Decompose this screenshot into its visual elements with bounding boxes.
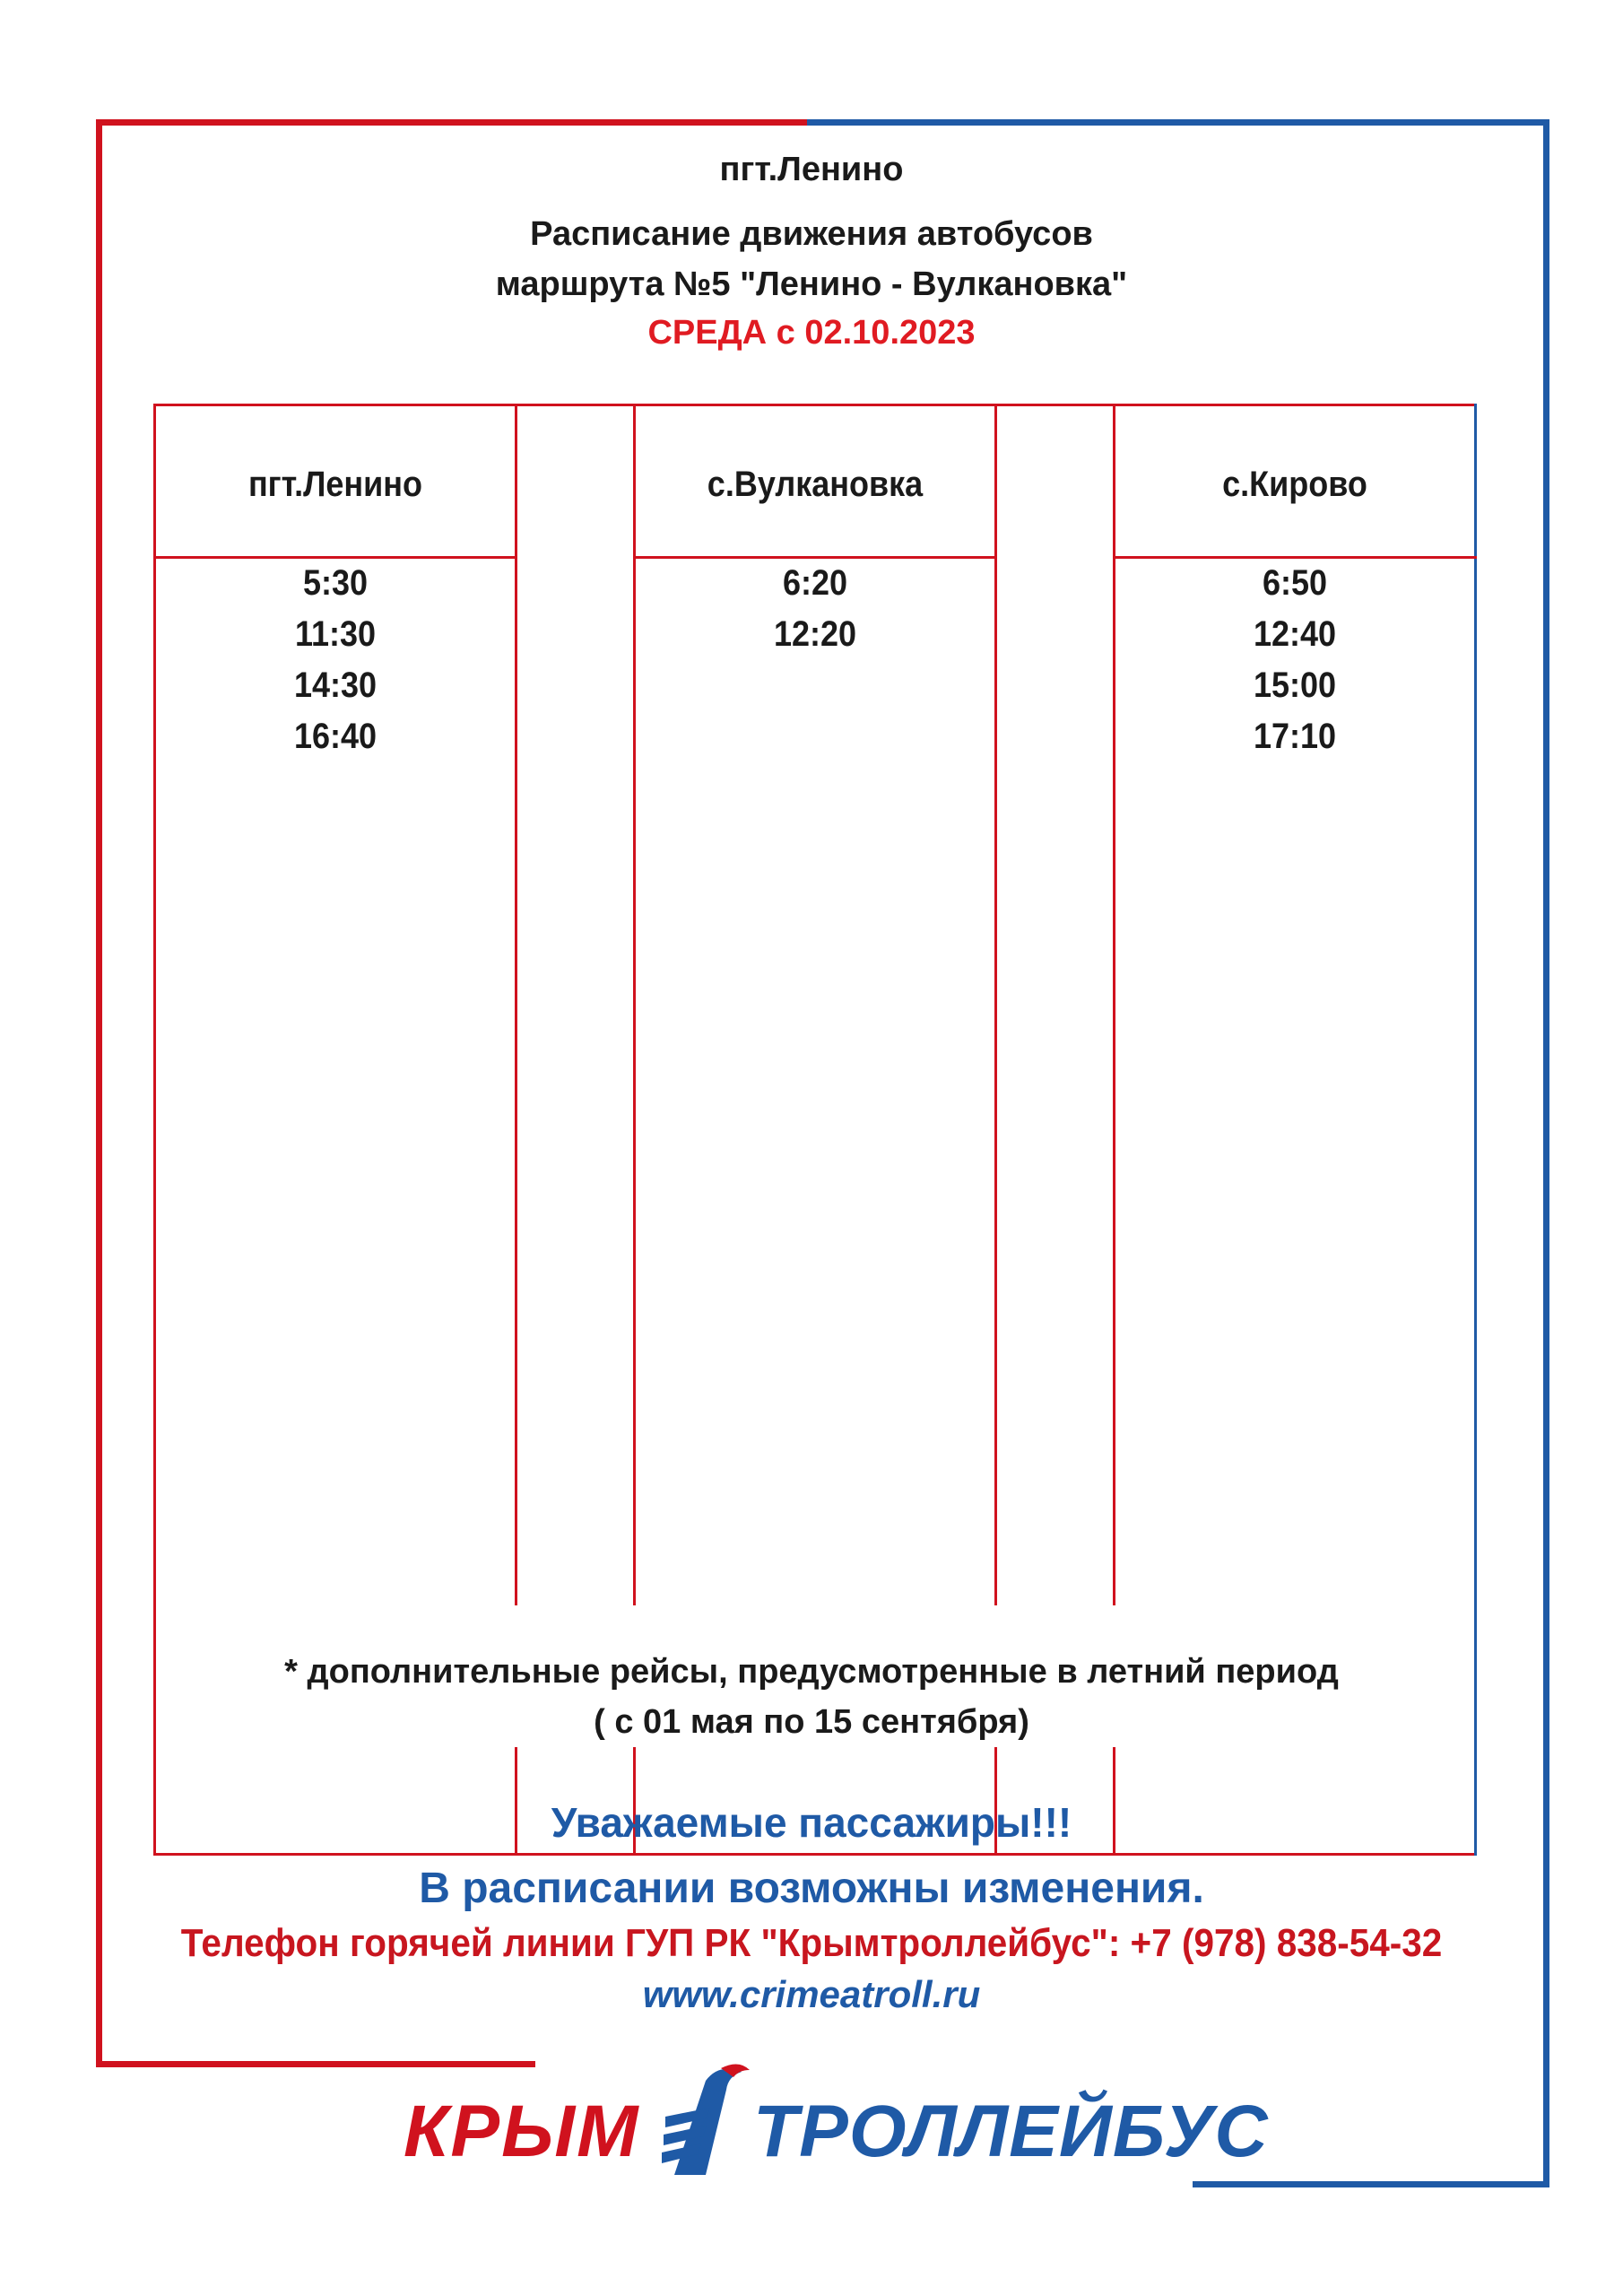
departure-time: 6:20: [782, 563, 848, 603]
table-bottom-border: [153, 1853, 1477, 1856]
departure-time: 15:00: [1253, 665, 1337, 705]
header-town: пгт.Ленино: [719, 151, 904, 188]
hotline-text: Телефон горячей линии ГУП РК "Крымтроллейбус": +7 (978) 838-54-32: [180, 1921, 1443, 1965]
page-title: Расписание движения автобусов: [530, 215, 1093, 253]
column-separator: [515, 404, 517, 1605]
departure-time: 11:30: [294, 614, 377, 654]
logo-text-right: ТРОЛЛЕЙБУС: [753, 2091, 1269, 2172]
times-kirovo: [1131, 558, 1458, 762]
logo-text-left: КРЫМ: [404, 2091, 640, 2172]
table-top-border: [153, 404, 1477, 406]
passenger-greeting: Уважаемые пассажиры!!!: [551, 1799, 1072, 1846]
departure-time: 16:40: [293, 717, 378, 756]
frame-top-red: [96, 119, 807, 126]
column-separator: [1113, 404, 1115, 1605]
footnote-line2: ( с 01 мая по 15 сентября): [179, 1697, 1444, 1747]
footnote-line1: * дополнительные рейсы, предусмотренные в летний период: [179, 1647, 1444, 1697]
column-separator: [994, 404, 997, 1605]
column-separator: [633, 404, 636, 1605]
crimeatroll-logo: [404, 2063, 1269, 2179]
departure-time: 6:50: [1262, 563, 1328, 603]
departure-time: 12:40: [1253, 614, 1337, 654]
departure-time: 14:30: [293, 665, 378, 705]
frame-left-red: [96, 119, 102, 2067]
route-title: маршрута №5 "Ленино - Вулкановка": [495, 265, 1128, 303]
table-left-border: [153, 404, 156, 1856]
departure-time: 12:20: [773, 614, 857, 654]
column-header-kirovo: с.Кирово: [1222, 465, 1367, 504]
frame-top-blue: [807, 119, 1549, 126]
column-header-vulkanovka: с.Вулкановка: [707, 465, 924, 504]
times-vulkanovka: [651, 558, 978, 660]
frame-bottom-blue: [1193, 2181, 1549, 2187]
website-link[interactable]: www.crimeatroll.ru: [642, 1973, 981, 2015]
departure-time: 5:30: [302, 563, 369, 603]
times-lenino: [171, 558, 499, 762]
departure-time: 17:10: [1253, 717, 1337, 756]
griffin-emblem-icon: [656, 2063, 755, 2179]
schedule-date: СРЕДА с 02.10.2023: [647, 314, 976, 352]
column-header-lenino: пгт.Ленино: [247, 465, 423, 504]
changes-notice: В расписании возможны изменения.: [419, 1865, 1204, 1912]
table-right-border: [1474, 404, 1477, 1856]
